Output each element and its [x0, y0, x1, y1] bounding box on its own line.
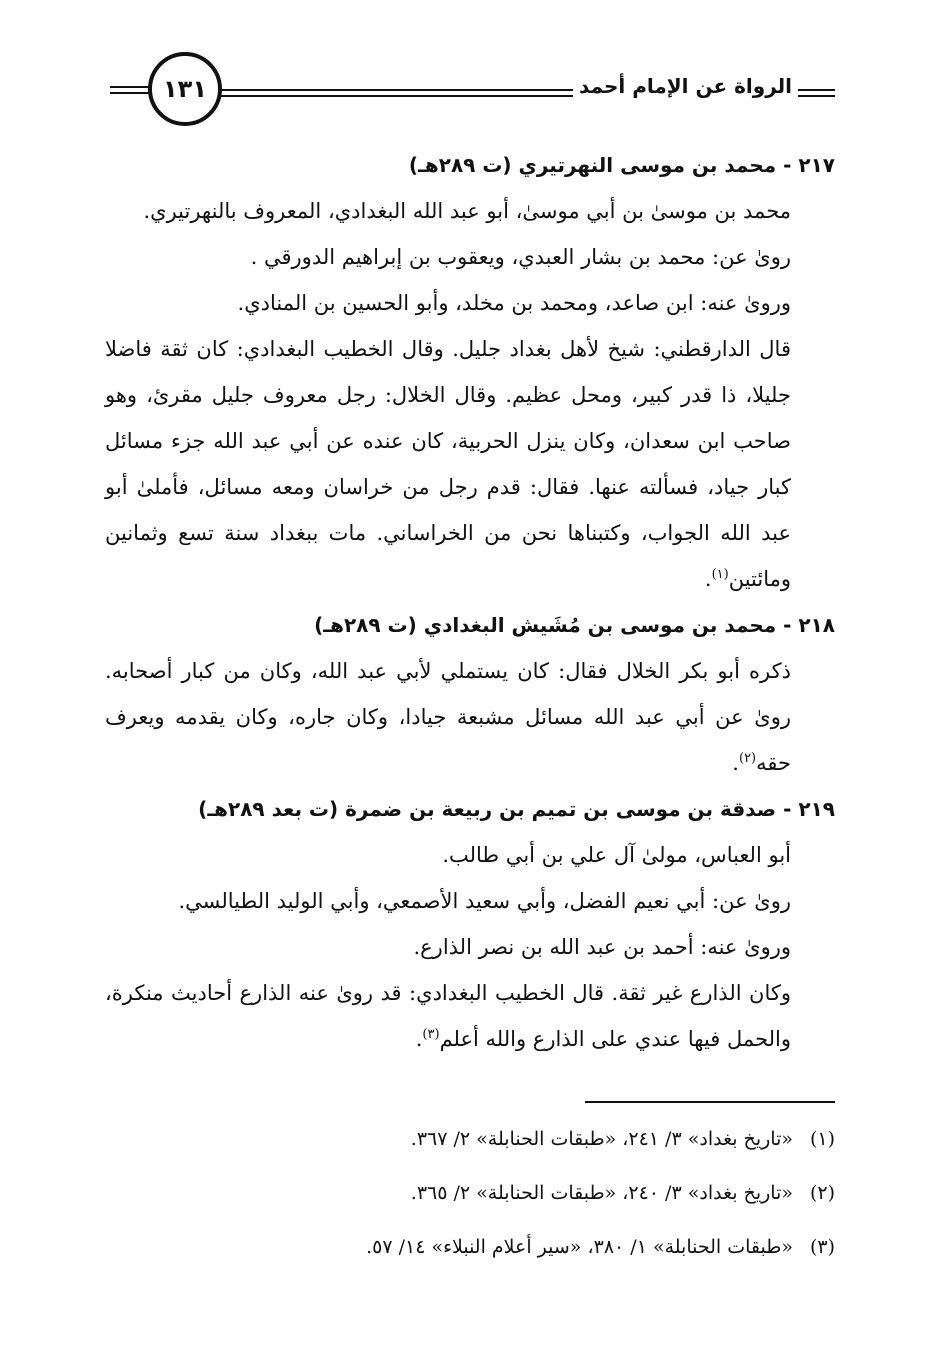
footnote-separator [585, 1101, 835, 1103]
paragraph-end: . [732, 751, 739, 775]
entry-218 [105, 602, 835, 786]
footnote [105, 1220, 835, 1274]
entry-title: ٢١٧ - محمد بن موسى النهرتيري (ت ٢٨٩هـ) [408, 153, 835, 177]
paragraph: وروىٰ عنه: ابن صاعد، ومحمد بن مخلد، وأبو الحسين بن المنادي. [237, 291, 791, 315]
footnote-number: (٢) [809, 1182, 835, 1204]
footnote-text: «تاريخ بغداد» ٣/ ٢٤١، «طبقات الحنابلة» ٢/ ٣٦٧. [410, 1128, 793, 1150]
paragraph: وروىٰ عنه: أحمد بن عبد الله بن نصر الذارع. [413, 935, 791, 959]
main-text [105, 142, 835, 1062]
footnote-ref: (٣) [422, 1027, 440, 1042]
footnote-number: (٣) [809, 1236, 835, 1258]
paragraph-end: . [415, 1027, 423, 1051]
page-header [0, 0, 946, 150]
paragraph-text: قال الدارقطني: شيخ لأهل بغداد جليل. وقال الخطيب البغدادي: كان ثقة فاضلا جليلا، ذا قدر كبير، ومحل عظيم. وقال الخلال: رجل معروف جليل مقرئ، وهو صاحب ابن سعدان، وكان ينزل الحربية، كان عنده عن أبي عبد الله جزء مسائل كبار جياد، فسألته عنها. فقال: قدم رجل من خراسان ومعه مسائل، فأملىٰ أبو عبد الله الجواب، وكتبناها نحن من الخراساني. مات ببغداد سنة تسع وثمانين ومائتين [105, 337, 791, 591]
paragraph-text: ذكره أبو بكر الخلال فقال: كان يستملي لأبي عبد الله، وكان من كبار أصحابه. روىٰ عن أبي عبد الله مسائل مشبعة جيادا، وكان جاره، وكان يقدمه ويعرف حقه [105, 659, 791, 775]
paragraph: محمد بن موسىٰ بن أبي موسىٰ، أبو عبد الله البغدادي، المعروف بالنهرتيري. [143, 199, 791, 223]
paragraph [105, 326, 835, 602]
paragraph [105, 970, 835, 1062]
footnote [105, 1166, 835, 1220]
paragraph: روىٰ عن: محمد بن بشار العبدي، ويعقوب بن إبراهيم الدورقي . [250, 245, 791, 269]
entry-title: ٢١٨ - محمد بن موسى بن مُشَيش البغدادي (ت ٢٨٩هـ) [314, 613, 835, 637]
entry-217 [105, 142, 835, 602]
footnote-number: (١) [809, 1128, 835, 1150]
footnote-text: «طبقات الحنابلة» ١/ ٣٨٠، «سير أعلام النبلاء» ١٤/ ٥٧. [366, 1236, 793, 1258]
footnote-text: «تاريخ بغداد» ٣/ ٢٤٠، «طبقات الحنابلة» ٢/ ٣٦٥. [410, 1182, 793, 1204]
footnotes [105, 1112, 835, 1274]
entry-219 [105, 786, 835, 1062]
paragraph-text: وكان الذارع غير ثقة. قال الخطيب البغدادي: قد روىٰ عنه الذارع أحاديث منكرة، والحمل فيها عندي على الذارع والله أعلم [105, 981, 791, 1051]
page-number: ١٣١ [148, 52, 222, 126]
paragraph-end: . [704, 567, 712, 591]
footnote-ref: (٢) [738, 751, 757, 766]
header-rule-left [110, 86, 150, 88]
paragraph: أبو العباس، مولىٰ آل علي بن أبي طالب. [442, 843, 791, 867]
paragraph: روىٰ عن: أبي نعيم الفضل، وأبي سعيد الأصمعي، وأبي الوليد الطيالسي. [178, 889, 791, 913]
running-title: الرواة عن الإمام أحمد [573, 74, 798, 98]
footnote [105, 1112, 835, 1166]
entry-title: ٢١٩ - صدقة بن موسى بن تميم بن ربيعة بن ضمرة (ت بعد ٢٨٩هـ) [198, 797, 835, 821]
header-rule-left-2 [110, 92, 150, 94]
footnote-ref: (١) [711, 567, 729, 582]
paragraph [105, 648, 835, 786]
